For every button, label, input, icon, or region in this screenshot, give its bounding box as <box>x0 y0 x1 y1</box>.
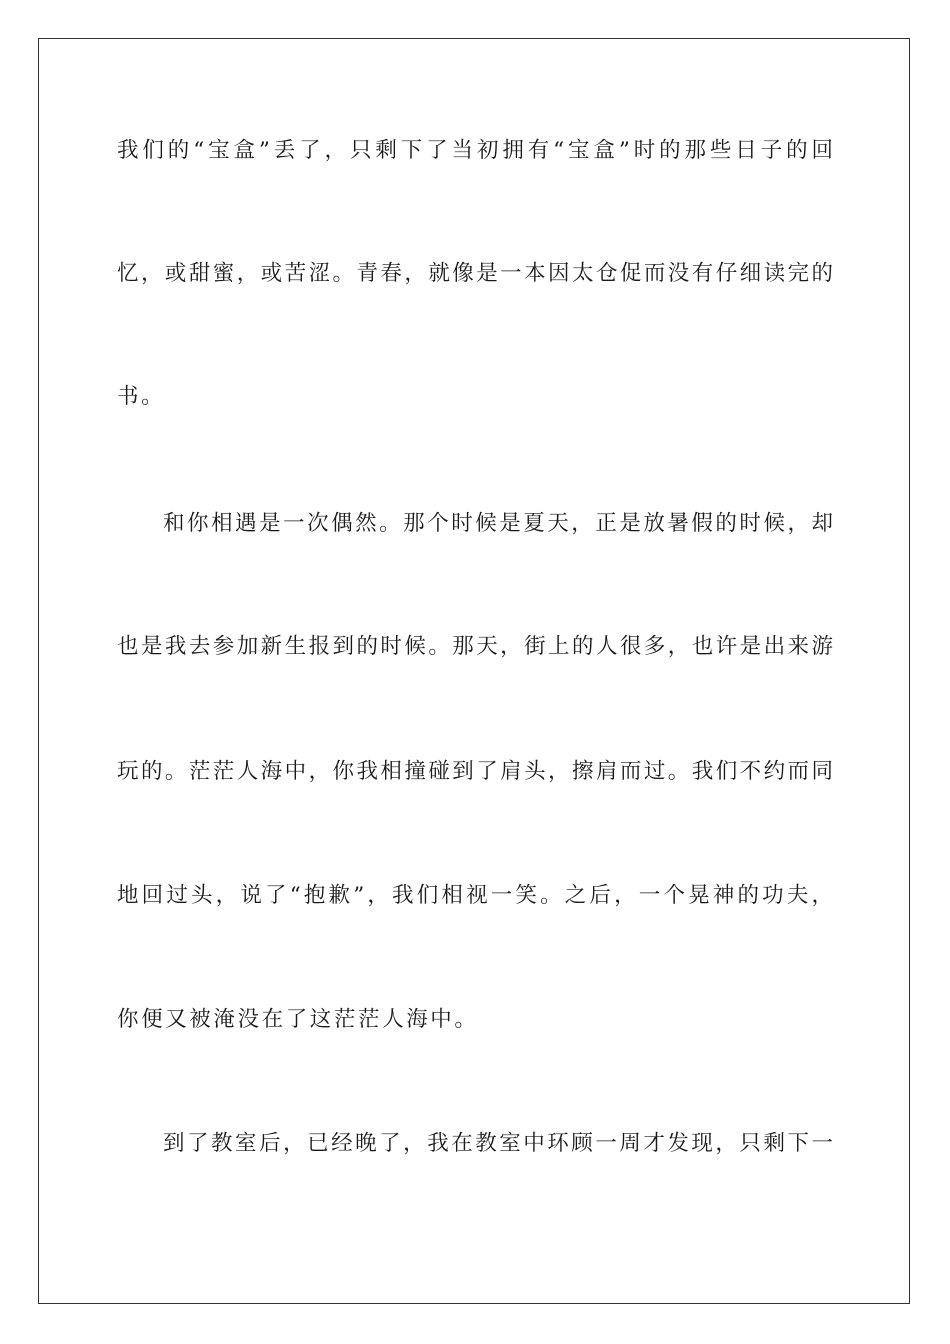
text-line-4: 和你相遇是一次偶然。那个时候是夏天，正是放暑假的时候，却 <box>163 511 833 536</box>
text-line-2: 忆，或甜蜜，或苦涩。青春，就像是一本因太仓促而没有仔细读完的 <box>117 261 833 286</box>
page-border <box>38 38 910 1304</box>
text-line-3: 书。 <box>117 384 166 409</box>
text-line-7: 地回过头，说了“抱歉”，我们相视一笑。之后，一个晃神的功夫， <box>117 883 833 908</box>
text-line-9: 到了教室后，已经晚了，我在教室中环顾一周才发现，只剩下一 <box>163 1131 833 1156</box>
text-line-1: 我们的“宝盒”丢了，只剩下了当初拥有“宝盒”时的那些日子的回 <box>117 138 833 163</box>
text-line-5: 也是我去参加新生报到的时候。那天，街上的人很多，也许是出来游 <box>117 634 833 659</box>
text-line-6: 玩的。茫茫人海中，你我相撞碰到了肩头，擦肩而过。我们不约而同 <box>117 759 833 784</box>
text-line-8: 你便又被淹没在了这茫茫人海中。 <box>117 1007 479 1032</box>
